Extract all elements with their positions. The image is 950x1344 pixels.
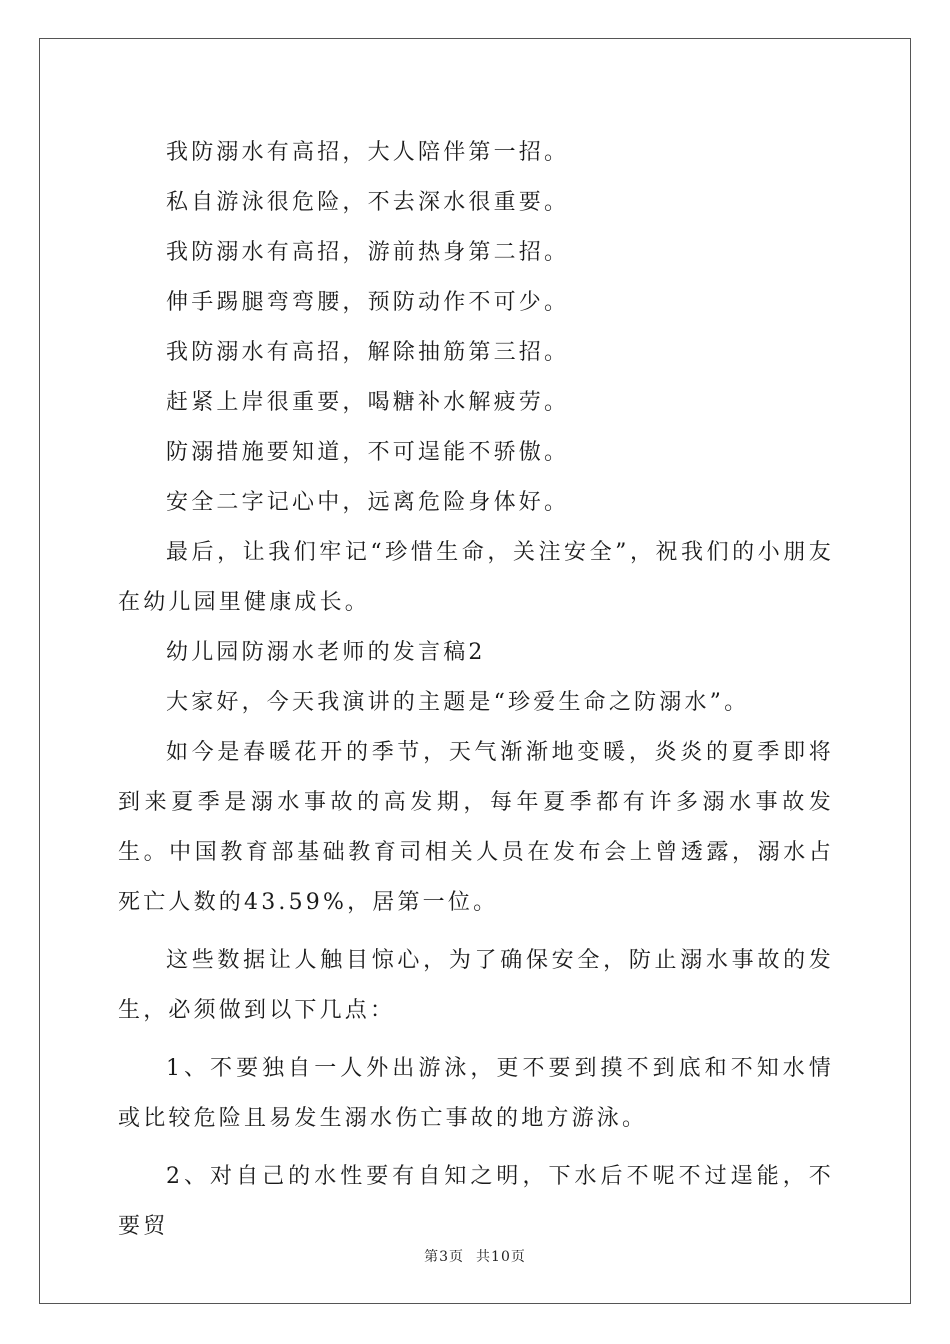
point-1-paragraph: 1、不要独自一人外出游泳，更不要到摸不到底和不知水情或比较危险且易发生溺水伤亡事故的地方游泳。: [118, 1056, 834, 1131]
point-2-paragraph: 2、对自己的水性要有自知之明，下水后不呢不过逞能，不要贸: [118, 1164, 834, 1239]
section-title: 幼儿园防溺水老师的发言稿2: [166, 640, 486, 665]
greeting-paragraph: 大家好，今天我演讲的主题是“珍爱生命之防溺水”。: [166, 690, 750, 715]
document-body: [118, 128, 834, 1252]
poem-line-3: 我防溺水有高招，游前热身第二招。: [166, 240, 570, 265]
poem-line-4: 伸手踢腿弯弯腰，预防动作不可少。: [166, 290, 570, 315]
poem-line-5: 我防溺水有高招，解除抽筋第三招。: [166, 340, 570, 365]
poem-line-6: 赶紧上岸很重要，喝糖补水解疲劳。: [166, 390, 570, 415]
poem-line-1: 我防溺水有高招，大人陪伴第一招。: [166, 140, 570, 165]
page-footer: [0, 1246, 950, 1266]
statistics-paragraph: 如今是春暖花开的季节，天气渐渐地变暖，炎炎的夏季即将到来夏季是溺水事故的高发期，每年夏季都有许多溺水事故发生。中国教育部基础教育司相关人员在发布会上曾透露，溺水占死亡人数的43.59%，居第一位。: [118, 740, 834, 915]
poem-line-7: 防溺措施要知道，不可逞能不骄傲。: [166, 440, 570, 465]
page-number: 第3页: [424, 1249, 465, 1265]
poem-line-8: 安全二字记心中，远离危险身体好。: [166, 490, 570, 515]
intro-points-paragraph: 这些数据让人触目惊心，为了确保安全，防止溺水事故的发生，必须做到以下几点：: [118, 948, 834, 1023]
closing-paragraph: 最后，让我们牢记“珍惜生命，关注安全”，祝我们的小朋友在幼儿园里健康成长。: [118, 540, 834, 615]
poem-line-2: 私自游泳很危险，不去深水很重要。: [166, 190, 570, 215]
page-total: 共10页: [476, 1249, 526, 1265]
